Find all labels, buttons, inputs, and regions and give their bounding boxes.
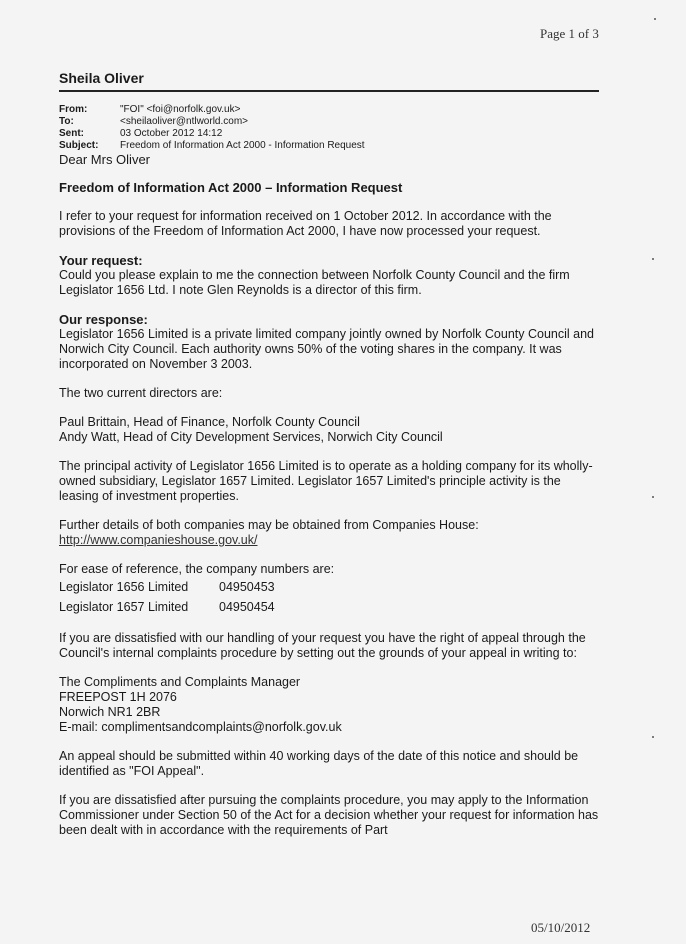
company-name: Legislator 1656 Limited	[59, 580, 189, 594]
intro-paragraph: I refer to your request for information received on 1 October 2012. In accordance with the provisions of the Freedom of Information Act 2000, I have now processed your request.	[59, 209, 552, 238]
header-value: Freedom of Information Act 2000 - Information Request	[120, 140, 365, 151]
page-number: Page 1 of 3	[540, 26, 599, 41]
response-paragraph: Legislator 1656 Limited is a private limited company jointly owned by Norfolk County Council and Norwich City Council. Each authority owns 50% of the voting shares in the company. It was incorporated on November 3 2003.	[59, 327, 594, 371]
scan-speck	[652, 736, 654, 738]
letter-title: Freedom of Information Act 2000 – Information Request	[59, 180, 403, 195]
header-key: Subject:	[59, 140, 99, 151]
request-paragraph: Could you please explain to me the connection between Norfolk County Council and the firm Legislator 1656 Ltd. I note Glen Reynolds is a director of this firm.	[59, 268, 570, 297]
header-key: From:	[59, 104, 88, 115]
header-to	[59, 116, 365, 128]
table-row	[59, 577, 599, 597]
header-value: <sheilaoliver@ntlworld.com>	[120, 116, 248, 127]
company-number: 04950454	[219, 600, 275, 614]
principal-activity-paragraph: The principal activity of Legislator 1656 Limited is to operate as a holding company for its wholly-owned subsidiary, Legislator 1657 Limited. Legislator 1657 Limited's principle activity is the leasing of investment properties.	[59, 459, 593, 503]
scan-speck	[652, 258, 654, 260]
reference-intro: For ease of reference, the company numbers are:	[59, 562, 335, 576]
header-value: 03 October 2012 14:12	[120, 128, 223, 139]
directors-intro: The two current directors are:	[59, 386, 223, 400]
company-number-table	[59, 577, 599, 617]
company-name: Legislator 1657 Limited	[59, 600, 189, 614]
header-key: To:	[59, 116, 74, 127]
response-heading: Our response:	[59, 312, 148, 327]
address-line: Norwich NR1 2BR	[59, 705, 161, 719]
scan-speck	[654, 18, 656, 20]
appeal-deadline-paragraph: An appeal should be submitted within 40 working days of the date of this notice and should be identified as "FOI Appeal".	[59, 749, 579, 778]
letter-body	[59, 180, 599, 852]
commissioner-paragraph: If you are dissatisfied after pursuing the complaints procedure, you may apply to the Information Commissioner under Section 50 of the Act for a decision whether your request for information has been dealt with in accordance with the requirements of Part	[59, 793, 599, 837]
company-number: 04950453	[219, 580, 275, 594]
request-heading: Your request:	[59, 253, 143, 268]
table-row	[59, 597, 599, 617]
directors-list	[59, 415, 599, 445]
scan-speck	[652, 496, 654, 498]
email-header	[59, 104, 365, 152]
further-details-text: Further details of both companies may be obtained from Companies House:	[59, 518, 479, 532]
complaints-address	[59, 675, 599, 735]
header-key: Sent:	[59, 128, 84, 139]
footer-date: 05/10/2012	[531, 920, 591, 935]
header-subject	[59, 140, 365, 152]
header-value: "FOI" <foi@norfolk.gov.uk>	[120, 104, 241, 115]
header-from	[59, 104, 365, 116]
address-line: E-mail: complimentsandcomplaints@norfolk.gov.uk	[59, 720, 342, 734]
sender-name: Sheila Oliver	[59, 70, 599, 92]
appeal-paragraph: If you are dissatisfied with our handling of your request you have the right of appeal through the Council's internal complaints procedure by setting out the grounds of your appeal in writing to:	[59, 631, 586, 660]
companies-house-link[interactable]: http://www.companieshouse.gov.uk/	[59, 533, 258, 547]
further-details-paragraph	[59, 518, 599, 548]
director-item: Paul Brittain, Head of Finance, Norfolk County Council	[59, 415, 360, 429]
address-line: FREEPOST 1H 2076	[59, 690, 177, 704]
greeting: Dear Mrs Oliver	[59, 152, 151, 167]
address-line: The Compliments and Complaints Manager	[59, 675, 301, 689]
director-item: Andy Watt, Head of City Development Services, Norwich City Council	[59, 430, 443, 444]
header-sent	[59, 128, 365, 140]
